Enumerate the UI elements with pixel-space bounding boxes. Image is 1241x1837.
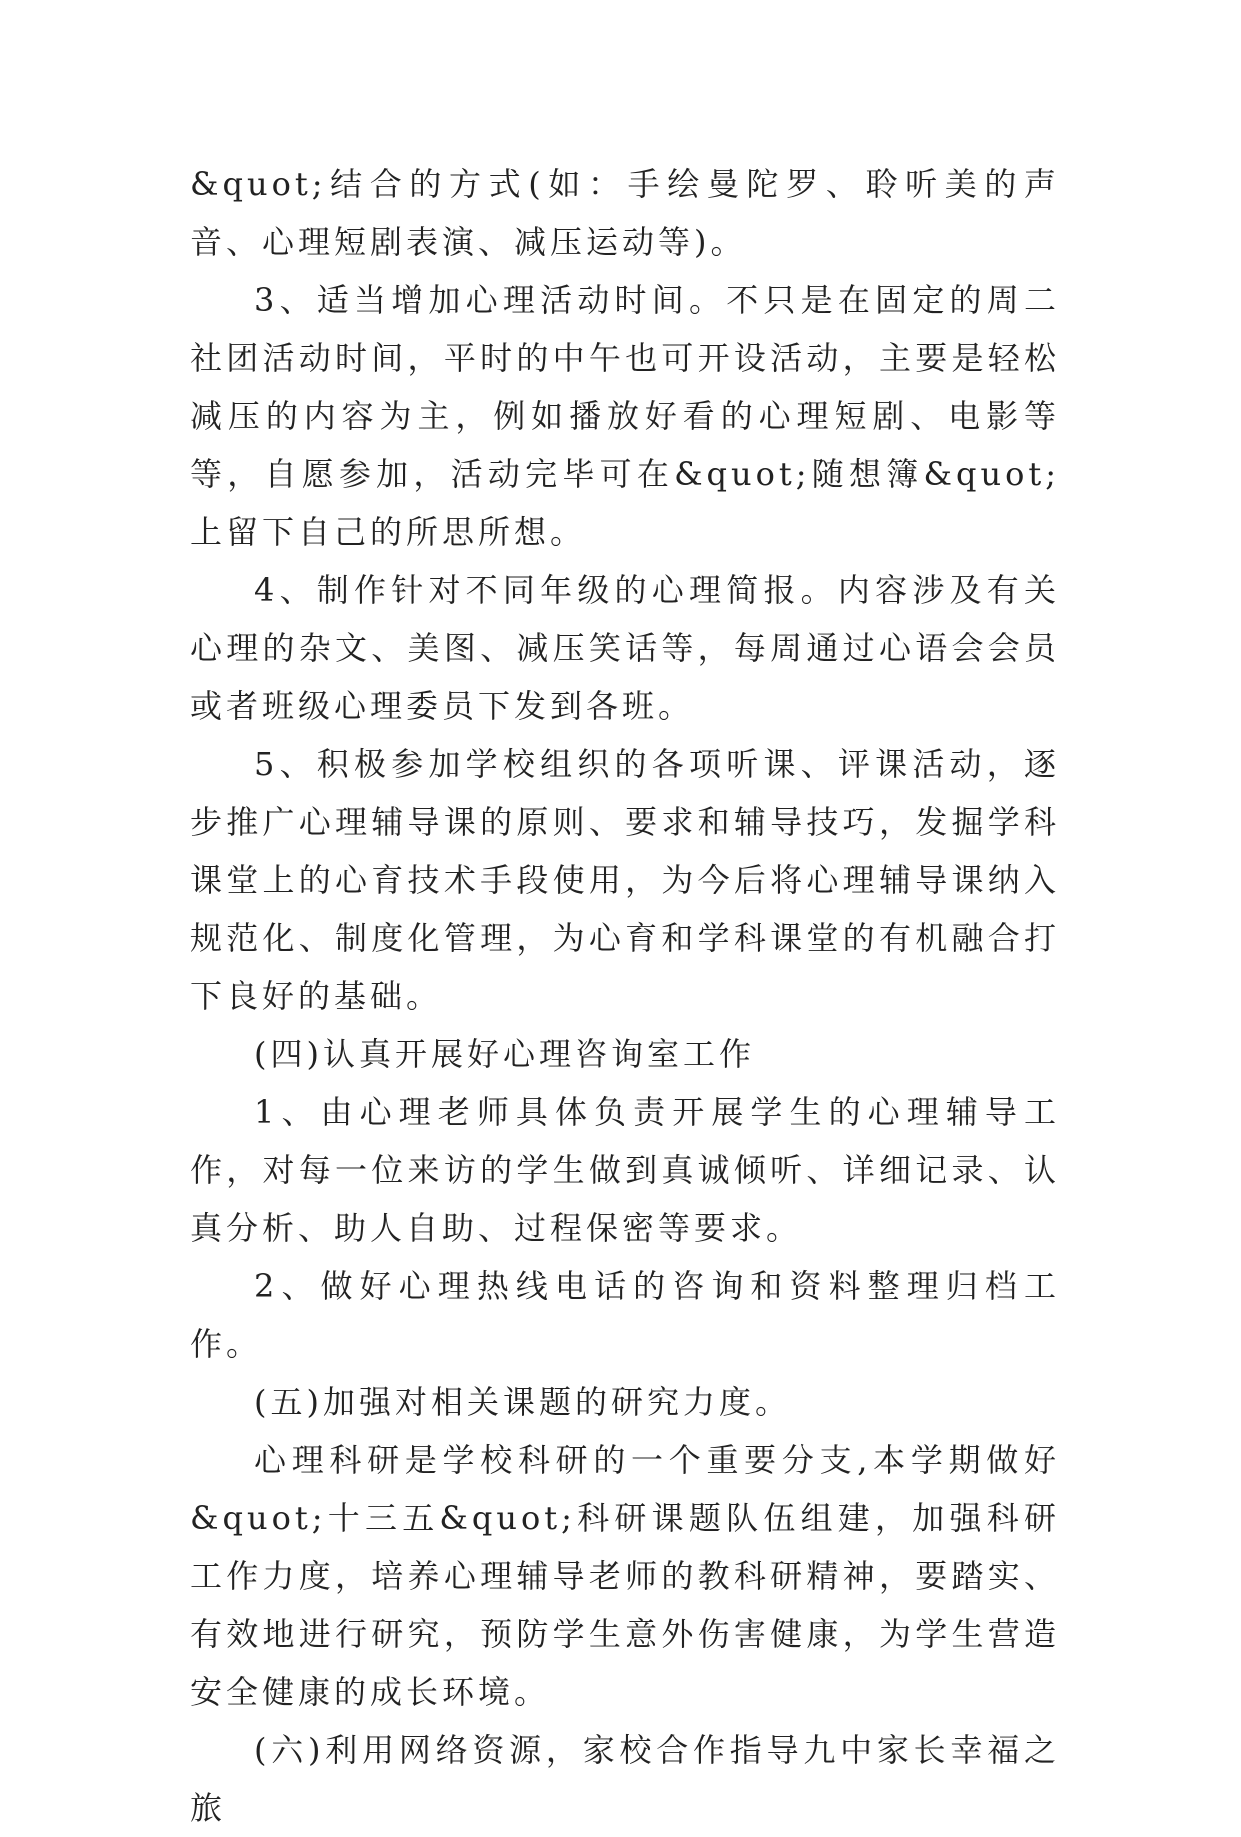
paragraph-research: 心理科研是学校科研的一个重要分支,本学期做好&quot;十三五&quot;科研课题队伍组建，加强科研工作力度，培养心理辅导老师的教科研精神，要踏实、有效地进行研究，预防学生意外伤害健康，为学生营造安全健康的成长环境。 bbox=[190, 1441, 1060, 1711]
section-heading-4: (四)认真开展好心理咨询室工作 bbox=[254, 1035, 755, 1073]
paragraph-consult-2: 2、做好心理热线电话的咨询和资料整理归档工作。 bbox=[190, 1267, 1060, 1363]
paragraph-continuation: &quot;结合的方式(如：手绘曼陀罗、聆听美的声音、心理短剧表演、减压运动等)。 bbox=[190, 165, 1060, 261]
section-heading-5: (五)加强对相关课题的研究力度。 bbox=[254, 1383, 791, 1421]
paragraph-consult-1: 1、由心理老师具体负责开展学生的心理辅导工作，对每一位来访的学生做到真诚倾听、详细记录、认真分析、助人自助、过程保密等要求。 bbox=[190, 1093, 1060, 1247]
paragraph-item-3: 3、适当增加心理活动时间。不只是在固定的周二社团活动时间，平时的中午也可开设活动，主要是轻松减压的内容为主，例如播放好看的心理短剧、电影等等，自愿参加，活动完毕可在&quot;随想簿&quot;上留下自己的所思所想。 bbox=[190, 281, 1060, 551]
paragraph-item-5: 5、积极参加学校组织的各项听课、评课活动，逐步推广心理辅导课的原则、要求和辅导技巧，发掘学科课堂上的心育技术手段使用，为今后将心理辅导课纳入规范化、制度化管理，为心育和学科课堂的有机融合打下良好的基础。 bbox=[190, 745, 1060, 1015]
document-body bbox=[190, 155, 1060, 1837]
paragraph-item-4: 4、制作针对不同年级的心理简报。内容涉及有关心理的杂文、美图、减压笑话等，每周通过心语会会员或者班级心理委员下发到各班。 bbox=[190, 571, 1060, 725]
section-heading-6: (六)利用网络资源，家校合作指导九中家长幸福之旅 bbox=[190, 1731, 1060, 1827]
